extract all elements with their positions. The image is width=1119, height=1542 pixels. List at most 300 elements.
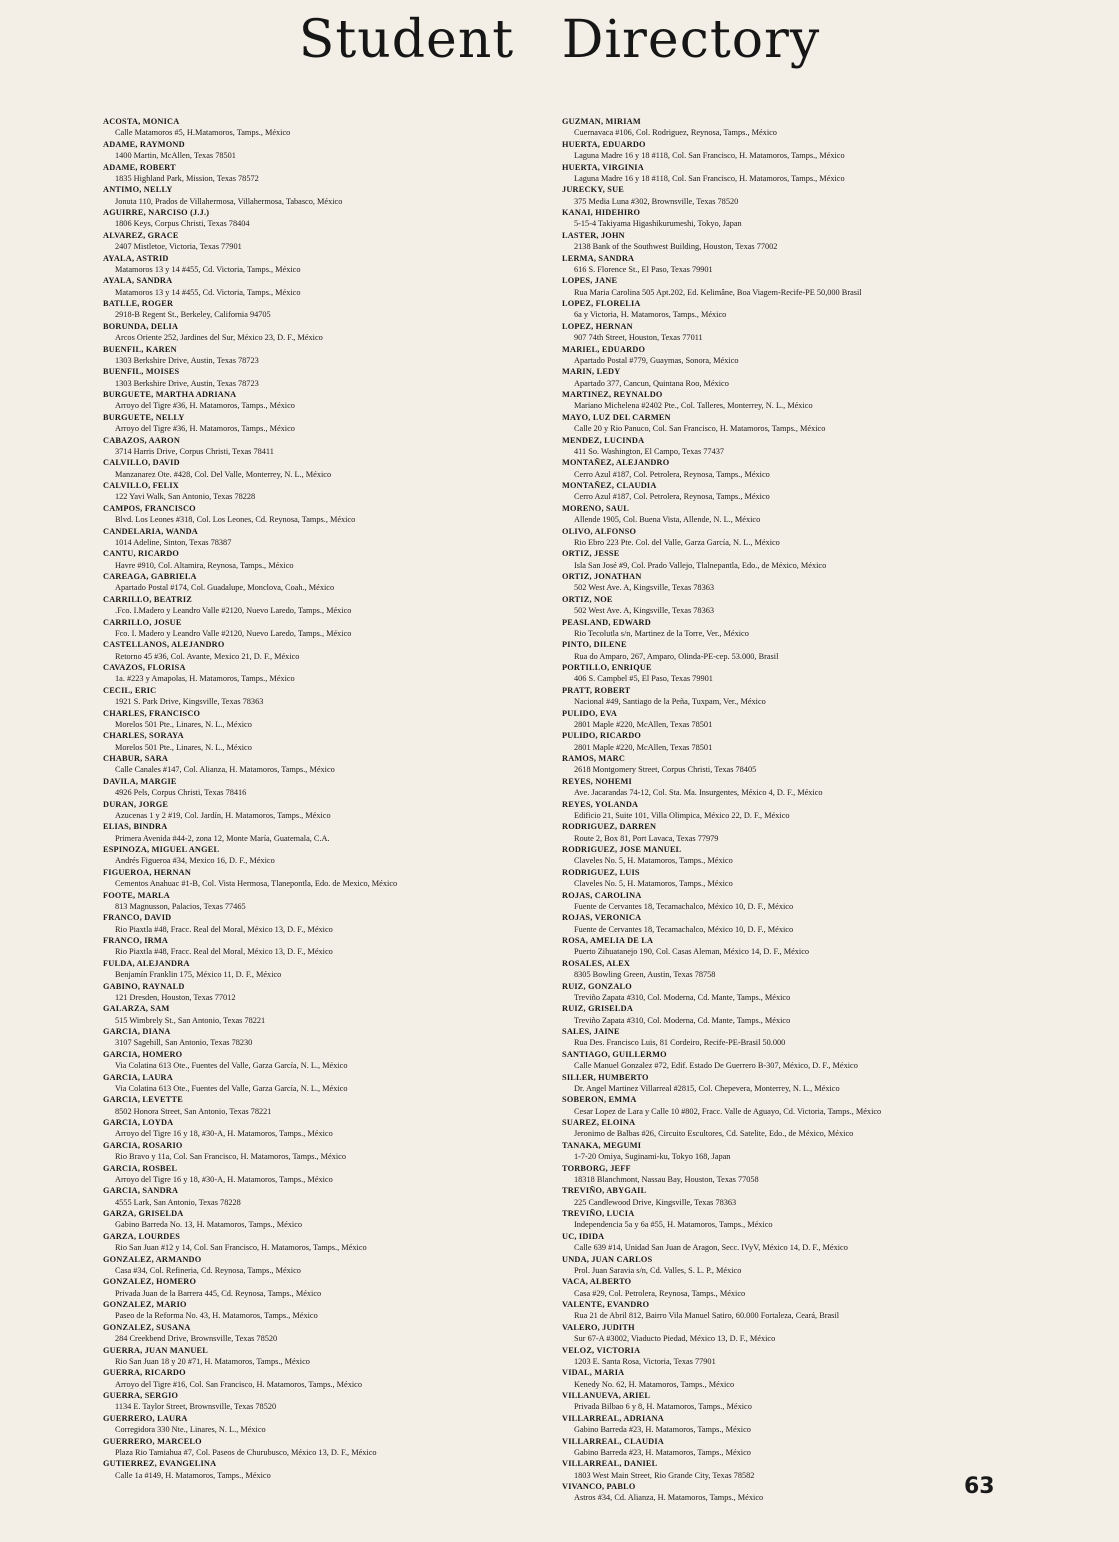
student-name: CALVILLO, FELIX (103, 481, 180, 490)
directory-entry (103, 548, 543, 571)
student-address: Dr. Angel Martinez Villarreal #2815, Col. Chepevera, Monterrey, N. L., México (574, 1083, 840, 1093)
student-name: BURGUETE, MARTHA ADRIANA (103, 390, 237, 399)
directory-entry (562, 1117, 1012, 1140)
student-address: 813 Magnusson, Palacios, Texas 77465 (115, 901, 246, 911)
directory-entry (103, 1117, 543, 1140)
directory-entry (562, 253, 1012, 276)
student-name: RODRIGUEZ, JOSE MANUEL (562, 845, 682, 854)
student-address: 3714 Harris Drive, Corpus Christi, Texas 78411 (115, 446, 274, 456)
directory-entry (103, 753, 543, 776)
directory-entry (562, 1003, 1012, 1026)
student-address: Mariano Michelena #2402 Pte., Col. Talleres, Monterrey, N. L., México (574, 401, 813, 411)
directory-entry (103, 184, 543, 207)
student-name: MAYO, LUZ DEL CARMEN (562, 412, 671, 422)
student-name: VILLARREAL, CLAUDIA (562, 1436, 664, 1446)
student-address: Gabino Barreda #23, H. Matamoros, Tamps., México (574, 1447, 751, 1457)
student-address: Calle Canales #147, Col. Alianza, H. Matamoros, Tamps., México (115, 765, 335, 775)
student-name: RODRIGUEZ, LUIS (562, 867, 640, 877)
student-address: 502 West Ave. A, Kingsville, Texas 78363 (574, 606, 715, 616)
student-name: FRANCO, IRMA (103, 936, 169, 945)
directory-entry (103, 594, 543, 617)
directory-entry (562, 1026, 1012, 1049)
directory-entry (103, 1299, 543, 1322)
student-address: Ave. Jacarandas 74-12, Col. Sta. Ma. Insurgentes, México 4, D. F., México (574, 788, 823, 798)
student-name: GONZALEZ, SUSANA (103, 1322, 191, 1332)
student-name: CHARLES, FRANCISCO (103, 708, 201, 718)
student-address: 1835 Highland Park, Mission, Texas 78572 (115, 173, 259, 183)
student-name: CANDELARIA, WANDA (103, 526, 198, 536)
student-address: 121 Dresden, Houston, Texas 77012 (115, 992, 236, 1002)
directory-entry (562, 298, 1012, 321)
directory-entry (562, 730, 1012, 753)
directory-entry (562, 958, 1012, 981)
student-address: Fco. I. Madero y Leandro Valle #2120, Nuevo Laredo, Tamps., México (115, 628, 352, 638)
student-name: KANAI, HIDEHIRO (562, 208, 641, 217)
directory-entry (562, 1436, 1012, 1459)
directory-entry (103, 1413, 543, 1436)
student-name: HUERTA, EDUARDO (562, 139, 646, 149)
directory-entry (103, 571, 543, 594)
student-name: CASTELLANOS, ALEJANDRO (103, 640, 225, 650)
student-name: RUIZ, GRISELDA (562, 1004, 634, 1014)
student-address: Rio Piaxtla #48, Fracc. Real del Moral, México 13, D. F., México (115, 947, 333, 957)
student-name: FRANCO, DAVID (103, 913, 172, 923)
student-address: 2801 Maple #220, McAllen, Texas 78501 (574, 742, 713, 752)
student-address: 8305 Bowling Green, Austin, Texas 78758 (574, 970, 716, 980)
student-name: CALVILLO, DAVID (103, 458, 180, 468)
student-address: Gabino Barreda #23, H. Matamoros, Tamps., México (574, 1425, 751, 1435)
student-address: 1303 Berkshire Drive, Austin, Texas 78723 (115, 355, 259, 365)
student-address: Rio Tecolutla s/n, Martinez de la Torre, Ver., México (574, 628, 749, 638)
student-name: SUAREZ, ELOINA (562, 1118, 636, 1127)
directory-entry (562, 639, 1012, 662)
directory-entry (103, 162, 543, 185)
student-address: 5-15-4 Takiyama Higashikurumeshi, Tokyo, Japan (574, 219, 742, 229)
student-address: 375 Media Luna #302, Brownsville, Texas 78520 (574, 196, 739, 206)
student-name: PINTO, DILENE (562, 640, 627, 650)
directory-entry (103, 821, 543, 844)
student-name: VALERO, JUDITH (562, 1322, 635, 1332)
student-name: RODRIGUEZ, DARREN (562, 822, 657, 832)
student-name: ORTIZ, JONATHAN (562, 572, 642, 581)
directory-entry (103, 389, 543, 412)
student-address: Cesar Lopez de Lara y Calle 10 #802, Fracc. Valle de Aguayo, Cd. Victoria, Tamps., México (574, 1106, 882, 1116)
student-name: CARRILLO, BEATRIZ (103, 594, 192, 604)
student-address: 8502 Honora Street, San Antonio, Texas 78221 (115, 1106, 272, 1116)
student-name: PRATT, ROBERT (562, 685, 631, 695)
directory-entry (103, 981, 543, 1004)
student-name: ELIAS, BINDRA (103, 822, 168, 832)
student-name: GARCIA, LOYDA (103, 1118, 174, 1127)
student-address: 2407 Mistletoe, Victoria, Texas 77901 (115, 242, 242, 252)
student-address: Claveles No. 5, H. Matamoros, Tamps., México (574, 856, 733, 866)
student-address: Arroyo del Tigre #16, Col. San Francisco, H. Matamoros, Tamps., México (115, 1379, 362, 1389)
directory-entry (103, 366, 543, 389)
directory-entry (562, 480, 1012, 503)
student-name: HUERTA, VIRGINIA (562, 162, 644, 172)
directory-entry (562, 184, 1012, 207)
student-address: Manzanarez Ote. #428, Col. Del Valle, Monterrey, N. L., México (115, 469, 332, 479)
directory-entry (103, 639, 543, 662)
directory-entry (103, 662, 543, 685)
student-name: DAVILA, MARGIE (103, 776, 177, 786)
student-address: Rio Piaxtla #48, Fracc. Real del Moral, México 13, D. F., México (115, 924, 333, 934)
student-address: 907 74th Street, Houston, Texas 77011 (574, 333, 703, 343)
directory-entry (103, 1208, 543, 1231)
student-name: UNDA, JUAN CARLOS (562, 1254, 653, 1264)
student-name: BUENFIL, MOISES (103, 367, 180, 377)
student-address: Privada Bilbao 6 y 8, H. Matamoros, Tamps., México (574, 1402, 752, 1412)
directory-entry (103, 1003, 543, 1026)
student-address: .Fco. I.Madero y Leandro Valle #2120, Nuevo Laredo, Tamps., México (115, 606, 352, 616)
student-name: VIDAL, MARIA (562, 1368, 625, 1378)
student-name: VILLARREAL, DANIEL (562, 1459, 658, 1469)
student-name: GARZA, GRISELDA (103, 1209, 184, 1218)
directory-entry (562, 1163, 1012, 1186)
student-name: VILLARREAL, ADRIANA (562, 1413, 664, 1423)
student-address: Arroyo del Tigre #36, H. Matamoros, Tamps., México (115, 401, 295, 411)
directory-entry (562, 1049, 1012, 1072)
student-name: LOPEZ, FLORELIA (562, 299, 641, 308)
student-name: GALARZA, SAM (103, 1004, 170, 1014)
directory-entry (103, 867, 543, 890)
student-address: Matamoros 13 y 14 #455, Cd. Victoria, Tamps., México (115, 264, 301, 274)
student-address: Blvd. Los Leones #318, Col. Los Leones, Cd. Reynosa, Tamps., México (115, 515, 356, 525)
directory-entry (103, 253, 543, 276)
directory-entry (562, 753, 1012, 776)
student-address: Jonuta 110, Prados de Villahermosa, Villahermosa, Tabasco, México (115, 196, 343, 206)
student-name: MONTAÑEZ, CLAUDIA (562, 481, 657, 490)
directory-entry (562, 162, 1012, 185)
student-address: 3107 Sagehill, San Antonio, Texas 78230 (115, 1038, 253, 1048)
student-address: Privada Juan de la Barrera 445, Cd. Reynosa, Tamps., México (115, 1288, 322, 1298)
student-address: Treviño Zapata #310, Col. Moderna, Cd. Mante, Tamps., México (574, 992, 791, 1002)
student-address: Independencia 5a y 6a #55, H. Matamoros, Tamps., México (574, 1220, 773, 1230)
directory-entry (103, 1026, 543, 1049)
student-name: PEASLAND, EDWARD (562, 617, 651, 627)
student-name: ROSALES, ALEX (562, 958, 631, 968)
student-address: Cuernavaca #106, Col. Rodriguez, Reynosa, Tamps., México (574, 128, 777, 138)
student-name: ORTIZ, JESSE (562, 549, 620, 559)
student-address: 1806 Keys, Corpus Christi, Texas 78404 (115, 219, 250, 229)
student-name: ADAME, ROBERT (103, 162, 176, 172)
directory-entry (103, 935, 543, 958)
directory-entry (562, 1254, 1012, 1277)
student-name: CECIL, ERIC (103, 685, 157, 695)
directory-entry (562, 1481, 1012, 1504)
student-address: 4926 Pels, Corpus Christi, Texas 78416 (115, 788, 247, 798)
student-address: 1-7-20 Omiya, Suginami-ku, Tokyo 168, Japan (574, 1152, 731, 1162)
student-address: Apartado Postal #174, Col. Guadalupe, Monclova, Coah., México (115, 583, 335, 593)
student-address: Gabino Barreda No. 13, H. Matamoros, Tamps., México (115, 1220, 303, 1230)
student-address: Benjamín Franklin 175, México 11, D. F., México (115, 970, 282, 980)
student-name: LERMA, SANDRA (562, 253, 635, 263)
student-address: Puerto Zihuatanejo 190, Col. Casas Aleman, México 14, D. F., México (574, 947, 810, 957)
student-address: Rua do Amparo, 267, Amparo, Olinda-PE-cep. 53.000, Brasil (574, 651, 779, 661)
student-address: 1134 E. Taylor Street, Brownsville, Texas 78520 (115, 1402, 277, 1412)
student-name: BATLLE, ROGER (103, 299, 174, 308)
student-name: SOBERON, EMMA (562, 1095, 637, 1105)
student-address: 616 S. Florence St., El Paso, Texas 79901 (574, 264, 713, 274)
directory-entry (103, 1367, 543, 1390)
student-address: Cerro Azul #187, Col. Petrolera, Reynosa, Tamps., México (574, 469, 770, 479)
student-address: Calle Manuel Gonzalez #72, Edif. Estado De Guerrero B-307, México, D. F., México (574, 1061, 858, 1071)
directory-entry (103, 1276, 543, 1299)
directory-entry (103, 207, 543, 230)
student-name: GUERRA, SERGIO (103, 1391, 179, 1400)
directory-entry (562, 821, 1012, 844)
student-address: Route 2, Box 81, Port Lavaca, Texas 77979 (574, 833, 719, 843)
directory-entry (562, 1345, 1012, 1368)
directory-entry (103, 298, 543, 321)
student-address: Via Colatina 613 Ote., Fuentes del Valle, Garza García, N. L., México (115, 1083, 348, 1093)
student-name: OLIVO, ALFONSO (562, 526, 637, 536)
directory-entry (562, 1367, 1012, 1390)
student-name: CAVAZOS, FLORISA (103, 663, 186, 672)
directory-entry (103, 708, 543, 731)
directory-entry (562, 1140, 1012, 1163)
directory-entry (103, 1049, 543, 1072)
directory-entry (562, 1413, 1012, 1436)
student-name: MONTAÑEZ, ALEJANDRO (562, 458, 670, 468)
student-address: Prol. Juan Saravia s/n, Cd. Valles, S. L. P., México (574, 1265, 742, 1275)
student-address: Corregidora 330 Nte., Linares, N. L., México (115, 1425, 266, 1435)
directory-column-right (562, 116, 1012, 1504)
page-number: 63 (964, 1474, 995, 1499)
student-name: TORBORG, JEFF (562, 1163, 631, 1173)
student-name: ROJAS, VERONICA (562, 913, 642, 923)
directory-entry (103, 776, 543, 799)
student-name: GARCIA, ROSARIO (103, 1140, 183, 1150)
student-name: AGUIRRE, NARCISO (J.J.) (103, 208, 210, 217)
student-address: Rio Ebro 223 Pte. Col. del Valle, Garza García, N. L., México (574, 537, 780, 547)
student-name: LOPES, JANE (562, 276, 618, 286)
directory-entry (562, 139, 1012, 162)
directory-entry (103, 1185, 543, 1208)
directory-entry (103, 457, 543, 480)
directory-entry (103, 685, 543, 708)
student-name: BUENFIL, KAREN (103, 344, 177, 354)
student-address: 1a. #223 y Amapolas, H. Matamoros, Tamps., México (115, 674, 295, 684)
student-address: 18318 Blanchmont, Nassau Bay, Houston, Texas 77058 (574, 1174, 759, 1184)
directory-entry (103, 890, 543, 913)
student-name: CABAZOS, AARON (103, 435, 181, 445)
student-address: 515 Wimbrely St., San Antonio, Texas 78221 (115, 1015, 266, 1025)
directory-entry (562, 1094, 1012, 1117)
directory-entry (562, 389, 1012, 412)
directory-entry (103, 344, 543, 367)
student-name: RAMOS, MARC (562, 754, 626, 763)
student-name: SILLER, HUMBERTO (562, 1072, 649, 1082)
student-address: Isla San José #9, Col. Prado Vallejo, Tlalnepantla, Edo., de México, México (574, 560, 827, 570)
student-address: 411 So. Washington, El Campo, Texas 77437 (574, 446, 725, 456)
student-address: 1014 Adeline, Sinton, Texas 78387 (115, 537, 232, 547)
student-name: MARIN, LEDY (562, 367, 621, 377)
directory-entry (103, 1322, 543, 1345)
directory-entry (103, 799, 543, 822)
student-name: DURAN, JORGE (103, 799, 169, 809)
student-name: MORENO, SAUL (562, 503, 629, 513)
student-address: Laguna Madre 16 y 18 #118, Col. San Francisco, H. Matamoros, Tamps., México (574, 173, 845, 183)
directory-entry (103, 730, 543, 753)
student-name: AYALA, SANDRA (103, 276, 173, 286)
directory-entry (562, 776, 1012, 799)
directory-entry (562, 799, 1012, 822)
student-name: TANAKA, MEGUMI (562, 1140, 642, 1150)
student-name: LASTER, JOHN (562, 230, 625, 240)
student-address: Morelos 501 Pte., Linares, N. L., México (115, 742, 252, 752)
directory-entry (103, 1254, 543, 1277)
directory-entry (562, 890, 1012, 913)
student-name: CHABUR, SARA (103, 754, 169, 763)
directory-entry (562, 571, 1012, 594)
directory-entry (103, 1458, 543, 1481)
student-name: GARCIA, SANDRA (103, 1186, 179, 1196)
student-name: ALVAREZ, GRACE (103, 230, 179, 240)
student-name: ROSA, AMELIA DE LA (562, 936, 654, 945)
student-address: Arcos Oriente 252, Jardines del Sur, México 23, D. F., México (115, 333, 323, 343)
student-address: Rio San Juan 18 y 20 #71, H. Matamoros, Tamps., México (115, 1356, 310, 1366)
student-address: Via Colatina 613 Ote., Fuentes del Valle, Garza García, N. L., México (115, 1061, 348, 1071)
student-name: ANTIMO, NELLY (103, 185, 173, 195)
student-address: Primera Avenida #44-2, zona 12, Monte María, Guatemala, C.A. (115, 833, 330, 843)
directory-entry (562, 207, 1012, 230)
student-address: 122 Yavi Walk, San Antonio, Texas 78228 (115, 492, 256, 502)
student-name: JURECKY, SUE (562, 185, 625, 195)
directory-entry (103, 321, 543, 344)
student-name: GARCIA, ROSBEL (103, 1163, 178, 1173)
student-name: GUZMAN, MIRIAM (562, 117, 641, 126)
student-name: FIGUEROA, HERNAN (103, 867, 192, 877)
directory-entry (562, 685, 1012, 708)
student-name: ORTIZ, NOE (562, 594, 613, 604)
student-address: Astros #34, Cd. Alianza, H. Matamoros, Tamps., México (574, 1493, 764, 1503)
directory-entry (103, 412, 543, 435)
student-address: 2138 Bank of the Southwest Building, Houston, Texas 77002 (574, 242, 778, 252)
student-name: SALES, JAINE (562, 1027, 620, 1036)
directory-entry (562, 366, 1012, 389)
student-name: PULIDO, RICARDO (562, 731, 642, 741)
student-name: GARCIA, HOMERO (103, 1049, 183, 1059)
student-name: VILLANUEVA, ARIEL (562, 1391, 651, 1400)
directory-entry (562, 844, 1012, 867)
directory-entry (562, 708, 1012, 731)
student-name: VIVANCO, PABLO (562, 1482, 636, 1491)
directory-entry (562, 548, 1012, 571)
student-address: Havre #910, Col. Altamira, Reynosa, Tamps., México (115, 560, 294, 570)
student-name: REYES, NOHEMI (562, 776, 632, 786)
student-name: CAREAGA, GABRIELA (103, 572, 197, 581)
student-address: Arroyo del Tigre 16 y 18, #30-A, H. Matamoros, Tamps., México (115, 1129, 333, 1139)
directory-entry (562, 594, 1012, 617)
directory-column-left (103, 116, 543, 1481)
student-address: Cementos Anahuac #1-B, Col. Vista Hermosa, Tlanepontla, Edo. de Mexico, México (115, 879, 398, 889)
student-address: Azucenas 1 y 2 #19, Col. Jardín, H. Matamoros, Tamps., México (115, 810, 331, 820)
student-address: Rua Des. Francisco Luis, 81 Cordeiro, Recife-PE-Brasil 50.000 (574, 1038, 786, 1048)
directory-entry (103, 139, 543, 162)
directory-entry (103, 912, 543, 935)
student-address: 1921 S. Park Drive, Kingsville, Texas 78363 (115, 697, 264, 707)
student-name: VELOZ, VICTORIA (562, 1345, 641, 1355)
student-address: Fuente de Cervantes 18, Tecamachalco, México 10, D. F., México (574, 901, 794, 911)
student-address: Fuente de Cervantes 18, Tecamachalco, México 10, D. F., México (574, 924, 794, 934)
student-name: SANTIAGO, GUILLERMO (562, 1049, 667, 1059)
student-name: PORTILLO, ENRIQUE (562, 663, 652, 672)
student-address: 1803 West Main Street, Rio Grande City, Texas 78582 (574, 1470, 755, 1480)
student-address: Apartado Postal #779, Guaymas, Sonora, México (574, 355, 739, 365)
student-name: CARRILLO, JOSUE (103, 617, 182, 627)
directory-entry (562, 275, 1012, 298)
student-address: Casa #34, Col. Refineria, Cd. Reynosa, Tamps., México (115, 1265, 301, 1275)
directory-entry (562, 457, 1012, 480)
student-name: TREVIÑO, LUCIA (562, 1209, 635, 1218)
student-name: GONZALEZ, MARIO (103, 1300, 187, 1309)
directory-entry (103, 230, 543, 253)
directory-entry (562, 867, 1012, 890)
directory-entry (562, 912, 1012, 935)
directory-entry (562, 526, 1012, 549)
directory-entry (562, 1208, 1012, 1231)
student-name: GUERRERO, LAURA (103, 1413, 188, 1423)
student-name: ESPINOZA, MIGUEL ANGEL (103, 845, 220, 854)
student-name: UC, IDIDA (562, 1231, 605, 1241)
student-address: Laguna Madre 16 y 18 #118, Col. San Francisco, H. Matamoros, Tamps., México (574, 151, 845, 161)
student-name: ADAME, RAYMOND (103, 139, 185, 149)
directory-entry (562, 1185, 1012, 1208)
directory-entry (103, 1231, 543, 1254)
student-name: BURGUETE, NELLY (103, 412, 185, 422)
student-name: GUERRA, JUAN MANUEL (103, 1345, 208, 1355)
student-address: Arroyo del Tigre 16 y 18, #30-A, H. Matamoros, Tamps., México (115, 1174, 333, 1184)
student-name: ACOSTA, MONICA (103, 117, 180, 126)
student-address: 2918-B Regent St., Berkeley, California 94705 (115, 310, 271, 320)
student-address: Calle 1a #149, H. Matamoros, Tamps., México (115, 1470, 271, 1480)
student-address: Calle Matamoros #5, H.Matamoros, Tamps., México (115, 128, 291, 138)
student-name: VALENTE, EVANDRO (562, 1300, 650, 1309)
student-address: Retorno 45 #36, Col. Avante, Mexico 21, D. F., México (115, 651, 300, 661)
directory-entry (103, 275, 543, 298)
student-name: VACA, ALBERTO (562, 1277, 632, 1287)
directory-entry (562, 503, 1012, 526)
directory-entry (103, 526, 543, 549)
student-name: PULIDO, EVA (562, 708, 618, 718)
student-name: REYES, YOLANDA (562, 799, 639, 809)
student-address: Allende 1905, Col. Buena Vista, Allende, N. L., México (574, 515, 761, 525)
student-name: MARIEL, EDUARDO (562, 344, 646, 354)
directory-entry (562, 617, 1012, 640)
student-address: Paseo de la Reforma No. 43, H. Matamoros, Tamps., México (115, 1311, 318, 1321)
directory-entry (562, 344, 1012, 367)
student-address: Rua 21 de Abril 812, Bairro Vila Manuel Satiro, 60.000 Fortaleza, Ceará, Brasil (574, 1311, 840, 1321)
student-address: Casa #29, Col. Petrolera, Reynosa, Tamps., México (574, 1288, 746, 1298)
directory-entry (562, 1231, 1012, 1254)
student-name: TREVIÑO, ABYGAIL (562, 1186, 647, 1196)
page-title: Student Directory (298, 10, 821, 70)
directory-entry (103, 480, 543, 503)
directory-entry (103, 435, 543, 458)
directory-entry (562, 935, 1012, 958)
student-address: Matamoros 13 y 14 #455, Cd. Victoria, Tamps., México (115, 287, 301, 297)
student-address: Claveles No. 5, H. Matamoros, Tamps., México (574, 879, 733, 889)
student-name: GONZALEZ, HOMERO (103, 1277, 197, 1287)
student-name: ROJAS, CAROLINA (562, 890, 642, 900)
student-address: Rua Maria Carolina 505 Apt.202, Ed. Kelimâne, Boa Viagem-Recife-PE 50,000 Brasil (574, 287, 862, 297)
student-name: MARTINEZ, REYNALDO (562, 390, 663, 399)
directory-entry (562, 1299, 1012, 1322)
student-name: GUERRERO, MARCELO (103, 1436, 202, 1446)
student-name: GONZALEZ, ARMANDO (103, 1254, 202, 1264)
student-name: GARCIA, DIANA (103, 1027, 171, 1036)
